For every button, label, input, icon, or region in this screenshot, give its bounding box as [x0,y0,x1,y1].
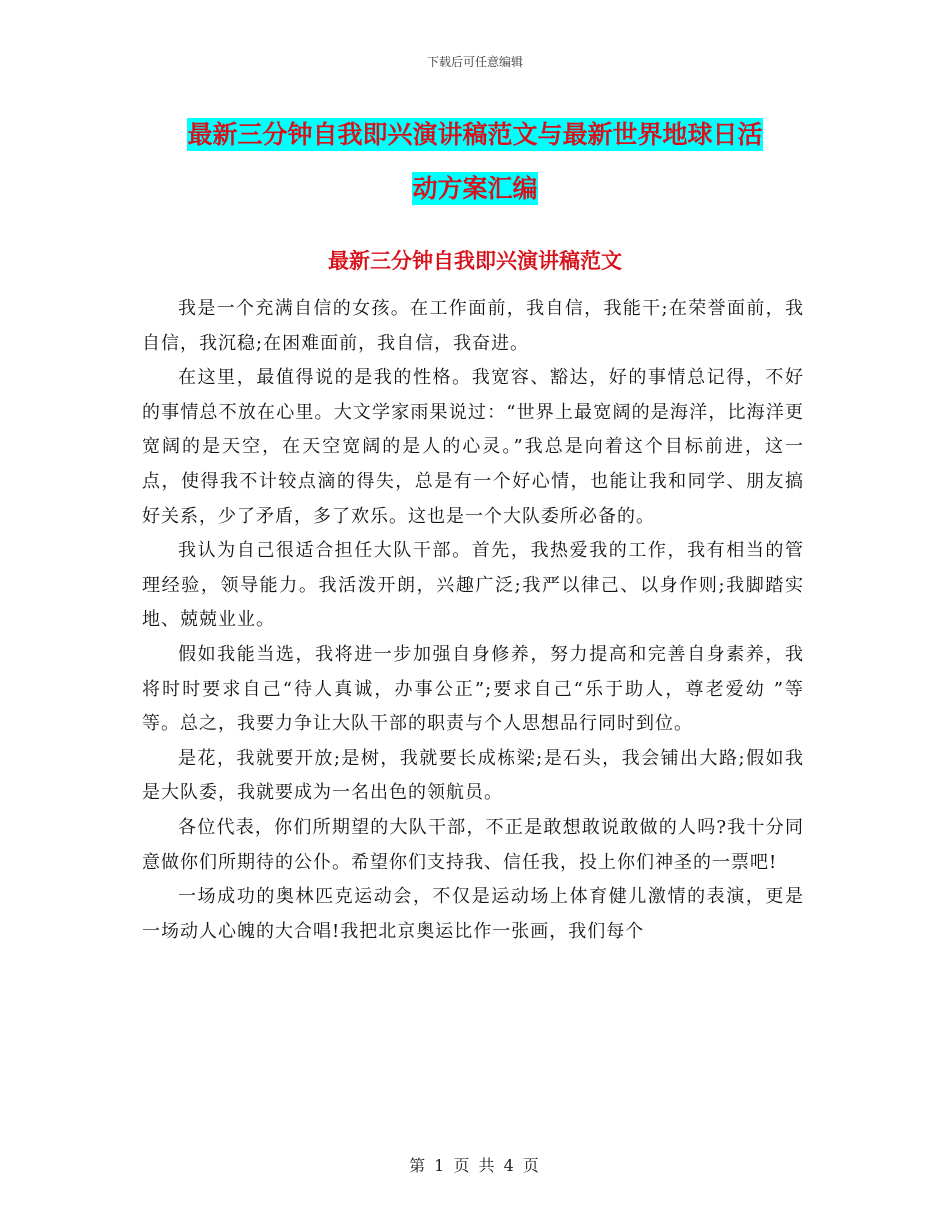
paragraph: 我认为自己很适合担任大队干部。首先，我热爱我的工作，我有相当的管理经验，领导能力。我活泼开朗，兴趣广泛;我严以律己、以身作则;我脚踏实地、兢兢业业。 [142,540,804,631]
document-title [140,108,810,216]
paragraph: 在这里，最值得说的是我的性格。我宽容、豁达，好的事情总记得，不好的事情总不放在心里。大文学家雨果说过：“世界上最宽阔的是海洋，比海洋更宽阔的是天空，在天空宽阔的是人的心灵。”我总是向着这个目标前进，这一点，使得我不计较点滴的得失，总是有一个好心情，也能让我和同学、朋友搞好关系，少了矛盾，多了欢乐。这也是一个大队委所必备的。 [142,367,804,527]
paragraph: 一场成功的奥林匹克运动会，不仅是运动场上体育健儿激情的表演，更是一场动人心魄的大合唱!我把北京奥运比作一张画，我们每个 [142,886,804,942]
paragraph: 各位代表，你们所期望的大队干部，不正是敢想敢说敢做的人吗?我十分同意做你们所期待的公仆。希望你们支持我、信任我，投上你们神圣的一票吧! [142,816,804,873]
document-title-line-2: 动方案汇编 [412,174,538,203]
document-title-line-1: 最新三分钟自我即兴演讲稿范文与最新世界地球日活 [187,120,763,149]
body-text [142,292,804,949]
header-note: 下载后可任意编辑 [426,55,523,69]
paragraph: 是花，我就要开放;是树，我就要长成栋梁;是石头，我会铺出大路;假如我是大队委，我就要成为一名出色的领航员。 [142,747,804,804]
paragraph: 假如我能当选，我将进一步加强自身修养，努力提高和完善自身素养，我将时时要求自己“待人真诚，办事公正”;要求自己“乐于助人，尊老爱幼 ”等等。总之，我要力争让大队干部的职责与个人思想品行同时到位。 [142,643,804,735]
section-title: 最新三分钟自我即兴演讲稿范文 [328,248,622,273]
paragraph: 我是一个充满自信的女孩。在工作面前，我自信，我能干;在荣誉面前，我自信，我沉稳;在困难面前，我自信，我奋进。 [142,298,804,354]
page-footer: 第 1 页 共 4 页 [409,1156,541,1175]
